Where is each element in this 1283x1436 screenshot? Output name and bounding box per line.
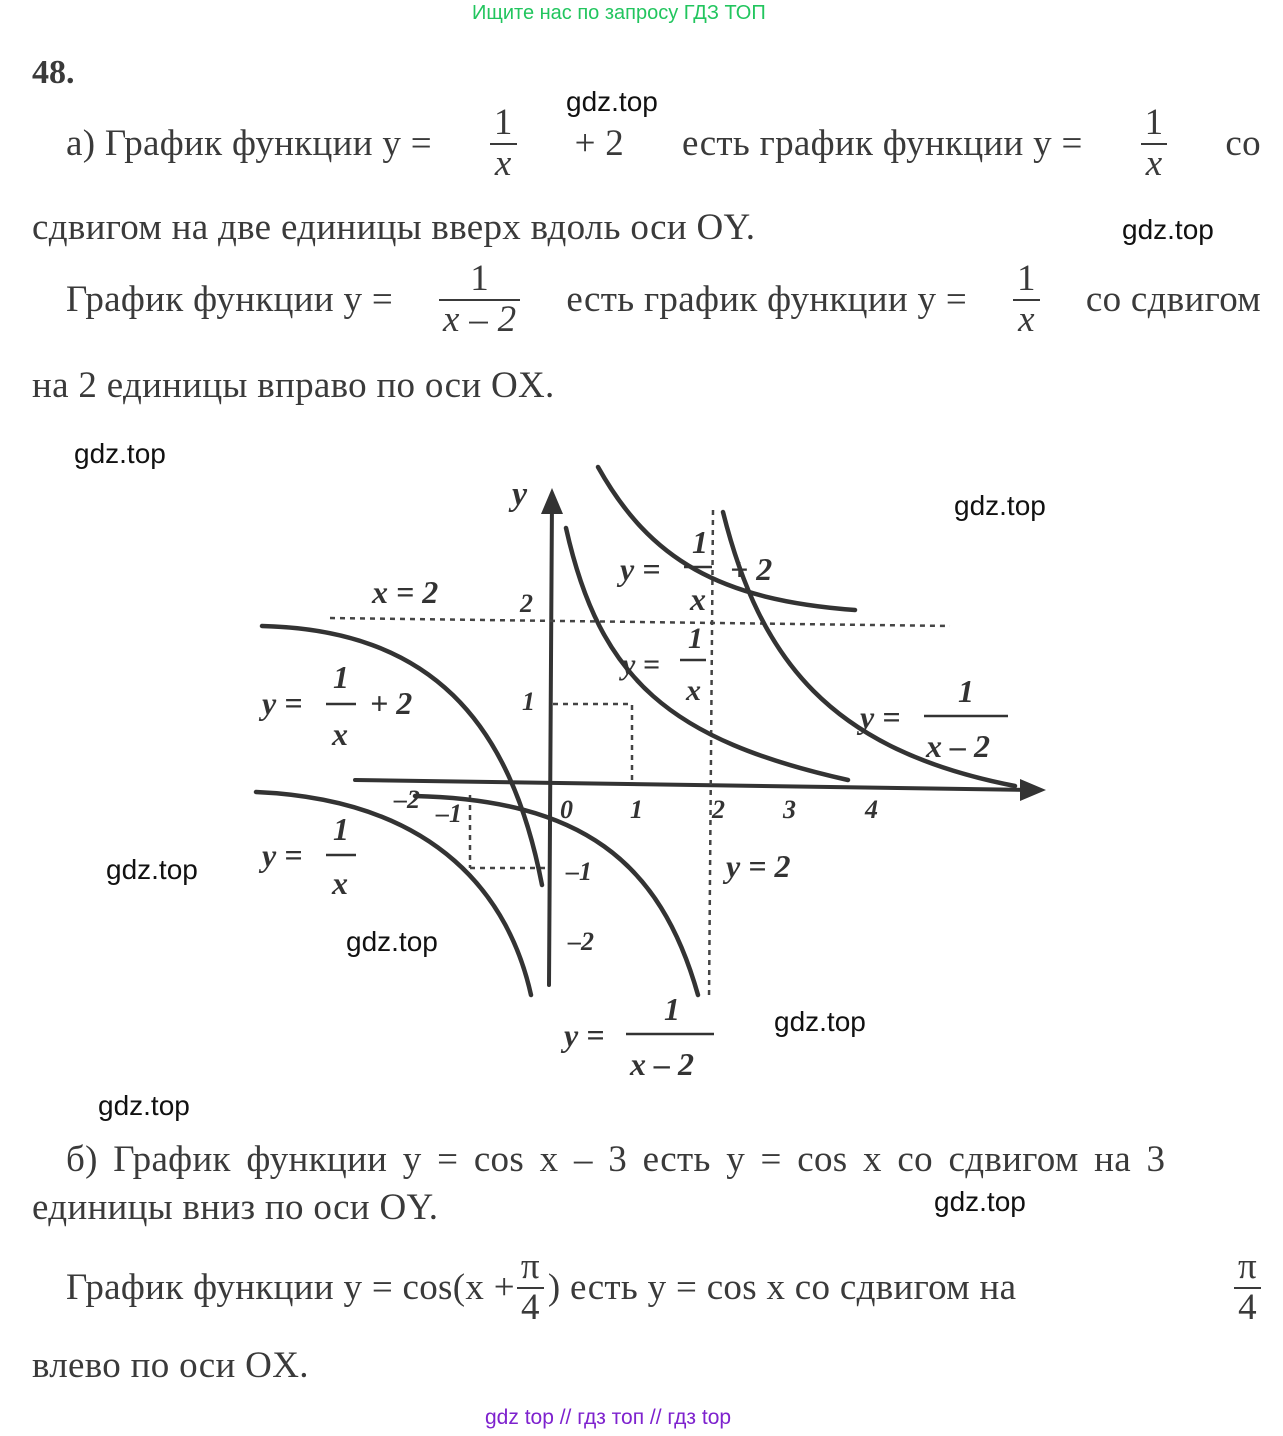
curve-1-over-x-left: [256, 792, 531, 995]
label-1-over-x-plus-2-left: [258, 659, 412, 752]
part-b-line-3: [66, 1248, 1261, 1328]
asymptote-y-2: [330, 618, 950, 626]
label-numerator: 1: [688, 622, 703, 655]
label-y-equals: y =: [622, 648, 660, 681]
watermark: gdz.top: [954, 490, 1046, 521]
label-y-equals: y =: [564, 1017, 605, 1053]
watermark: gdz.top: [346, 926, 438, 957]
part-a-line-1-start: а) График функции у =: [66, 123, 432, 165]
watermark: gdz.top: [566, 86, 658, 117]
denominator: x: [1013, 299, 1040, 340]
hyperbola-graph: [0, 420, 1283, 1100]
label-plus-2: + 2: [730, 551, 773, 587]
watermark: gdz.top: [774, 1006, 866, 1037]
watermark: gdz.top: [1122, 214, 1214, 245]
tick-label: –1: [566, 857, 592, 886]
label-1-over-x-minus-2-bottom: [560, 991, 714, 1082]
curve-1-over-x-plus-2-right: [598, 467, 855, 610]
part-b-line-2: единицы вниз по оси OY.: [32, 1187, 439, 1228]
part-b-line-4: влево по оси OX.: [32, 1345, 309, 1386]
numerator: 1: [1017, 258, 1036, 299]
numerator: 1: [470, 258, 490, 299]
fraction-pi-over-4: [517, 1248, 544, 1328]
tick-label: –2: [568, 927, 594, 956]
tick-label: 3: [783, 795, 796, 824]
part-a-line-3-mid: есть график функции у =: [566, 279, 968, 321]
tick-label: 1: [522, 687, 535, 716]
denominator: 4: [517, 1287, 544, 1328]
watermark: gdz.top: [98, 1090, 190, 1121]
denominator: x: [1141, 143, 1168, 184]
y-tick-labels: [519, 589, 594, 956]
asymptote-x-2: [709, 510, 713, 1000]
tick-label: 0: [560, 795, 573, 824]
label-numerator: 1: [958, 673, 974, 709]
watermark: gdz.top: [934, 1186, 1026, 1217]
label-numerator: 1: [333, 811, 349, 847]
fraction-1-over-x: [1141, 104, 1168, 184]
part-a-line-3-start: График функции у =: [66, 279, 393, 321]
fraction-1-over-x: [490, 104, 517, 184]
part-a-line-3-end: со сдвигом: [1085, 279, 1261, 321]
fraction-pi-over-4: [1234, 1248, 1261, 1328]
fraction-1-over-x-minus-2: [439, 260, 520, 340]
label-numerator: 1: [664, 991, 680, 1027]
denominator: x: [490, 143, 517, 184]
y-equals-2-label: y = 2: [726, 848, 791, 884]
tick-label: 4: [865, 795, 878, 824]
label-denominator: x – 2: [630, 1046, 694, 1082]
label-denominator: x: [332, 865, 348, 901]
watermark: gdz.top: [74, 438, 166, 469]
label-denominator: x: [690, 581, 706, 617]
part-a-line-3: [66, 260, 1261, 340]
label-denominator: x: [332, 716, 348, 752]
denominator: x – 2: [439, 299, 520, 340]
label-y-equals: y =: [262, 837, 303, 873]
label-denominator: x: [686, 674, 701, 707]
tick-label: 1: [630, 795, 643, 824]
label-numerator: 1: [333, 659, 349, 695]
tick-label: 2: [712, 795, 725, 824]
x-axis-arrowhead: [1020, 779, 1046, 801]
search-banner: Ищите нас по запросу ГДЗ ТОП: [472, 2, 766, 24]
plus-two: + 2: [574, 123, 625, 165]
part-b-line-1-text: б) График функции у = cos x – 3 есть у = cos x со сдвигом на 3: [66, 1139, 1166, 1180]
part-a-line-1: [66, 104, 1261, 184]
label-1-over-x-minus-2-right: [856, 673, 1008, 764]
part-b-line-3-mid: ) есть у = cos x со сдвигом на: [547, 1267, 1017, 1309]
x-equals-2-label: x = 2: [372, 574, 439, 610]
fraction-1-over-x: [1013, 260, 1040, 340]
guide-y-1: [553, 704, 632, 784]
tick-label: –1: [436, 799, 462, 828]
label-y-equals: y =: [860, 699, 901, 735]
cos-expression-start: График функции у = cos(x +: [66, 1267, 515, 1309]
problem-number: 48.: [32, 54, 75, 91]
label-y-equals: y =: [620, 551, 661, 587]
label-1-over-x-left: [258, 811, 356, 901]
watermark: gdz.top: [106, 854, 198, 885]
label-numerator: 1: [692, 524, 708, 560]
part-b-line-1: [66, 1138, 1258, 1181]
numerator: π: [520, 1246, 540, 1287]
y-axis: [549, 498, 552, 985]
part-a-line-1-mid: есть график функции у =: [682, 123, 1083, 165]
denominator: 4: [1234, 1287, 1261, 1328]
y-axis-arrowhead: [541, 488, 563, 514]
x-axis: [355, 780, 1035, 790]
x-tick-labels: [393, 785, 878, 828]
label-y-equals: y =: [262, 685, 303, 721]
label-1-over-x-middle: [619, 622, 706, 707]
part-a-line-4: на 2 единицы вправо по оси OX.: [32, 365, 555, 406]
footer-links: gdz top // гдз топ // гдз top: [485, 1406, 732, 1429]
part-b-line-3-start: [66, 1248, 1016, 1328]
label-plus-2: + 2: [370, 685, 413, 721]
co-word: со: [1225, 123, 1261, 165]
y-axis-label: y: [512, 476, 528, 513]
numerator: π: [1238, 1246, 1257, 1287]
tick-label: –2: [394, 785, 420, 814]
numerator: 1: [1144, 102, 1164, 143]
part-a-line-2: сдвигом на две единицы вверх вдоль оси OY.: [32, 207, 756, 248]
tick-label: 2: [520, 589, 533, 618]
numerator: 1: [493, 102, 513, 143]
label-denominator: x – 2: [926, 728, 990, 764]
curve-1-over-x-plus-2-left: [262, 626, 542, 885]
